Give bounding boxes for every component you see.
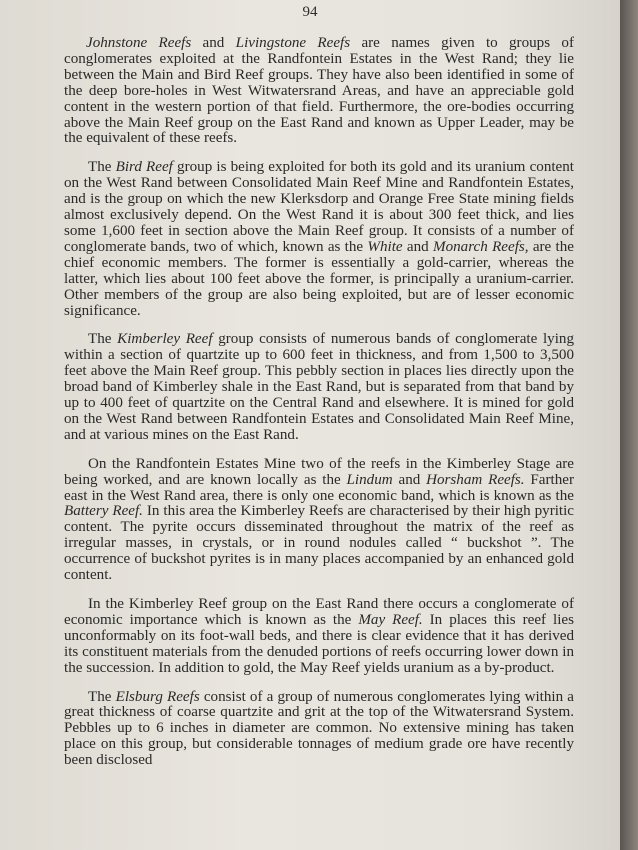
text-run: The — [88, 159, 116, 176]
text-run: In this area the Kimberley Reefs are characterised by their high pyritic content. The pyrite occurs disseminated throughout the matrix of the reef as irregular masses, in crystals, or in round nodules called “ buckshot ”. The occurrence of buckshot pyrites is in many places accompanied by an enhanced gold content. — [64, 503, 574, 584]
text-run: are names given to groups of conglomerates exploited at the Randfontein Estates in the West Rand; they lie between the Main and Bird Reef groups. They have also been identified in some of the deep bore-holes in West Witwatersrand Areas, and have an appreciable gold content in the western portion of that field. Furthermore, the ore-bodies occurring above the Main Reef group on the East Rand and known as Upper Leader, may be the equivalent of these reefs. — [64, 35, 574, 147]
paragraph — [64, 332, 574, 443]
page-number: 94 — [302, 4, 318, 20]
italic-term: Livingstone Reefs — [235, 35, 351, 51]
italic-term: Johnstone Reefs — [86, 35, 192, 51]
italic-term: Monarch Reefs, — [433, 238, 529, 255]
text-run: and — [191, 35, 236, 51]
paragraph — [64, 597, 574, 677]
paragraph — [64, 160, 574, 319]
paragraph — [64, 36, 574, 147]
text-run: and — [402, 238, 434, 255]
italic-term: Elsburg Reefs — [115, 688, 200, 705]
text-run: and — [392, 471, 427, 488]
text-run: On the Randfontein Estates Mine two of the reefs in the Kimberley Stage are being worked, and are known locally as the — [64, 455, 574, 488]
italic-term: Bird Reef — [115, 159, 173, 176]
text-run: In places this reef lies unconformably on its foot-wall beds, and there is clear evidence that it has derived its constituent materials from the denuded portions of reefs occurring lower down in the succession. In addition to gold, the May Reef yields uranium as a by-product. — [64, 611, 574, 676]
paragraph — [64, 690, 574, 770]
body-text — [64, 36, 574, 769]
page-edge — [620, 0, 638, 850]
text-run: Farther east in the West Rand area, there is only one economic band, which is known as the — [64, 471, 574, 504]
text-run: are the chief economic members. The former is essentially a gold-carrier, whereas the latter, which lies about 100 feet above the former, is principally a uranium-carrier. Other members of the group are also being exploited, but are of lesser economic significance. — [64, 238, 574, 319]
italic-term: Kimberley Reef — [117, 331, 213, 348]
text-run: The — [88, 331, 118, 348]
paragraph — [64, 457, 574, 584]
italic-term: Battery Reef. — [64, 503, 143, 520]
italic-term: White — [367, 238, 403, 255]
text-run: group is being exploited for both its gold and its uranium content on the West Rand between Consolidated Main Reef Mine and Randfontein Estates, and is the group on which the new Klerksdorp and Orange Free State mining fields almost exclusively depend. On the West Rand it is about 300 feet thick, and lies some 1,600 feet in section above the Main Reef group. It consists of a number of conglomerate bands, two of which, known as the — [64, 159, 575, 255]
text-run: group consists of numerous bands of conglomerate lying within a section of quartzite up to 600 feet in thickness, and from 1,500 to 3,500 feet above the Main Reef group. This pebbly section in places lies directly upon the broad band of Kimberley shale in the East Rand, but is separated from that band by up to 400 feet of quartzite on the Central Rand and elsewhere. It is mined for gold on the West Rand between Randfontein Estates and Consolidated Main Reef Mine, and at various mines on the East Rand. — [64, 331, 575, 443]
text-run: In the Kimberley Reef group on the East Rand there occurs a conglomerate of economic importance which is known as the — [64, 596, 574, 628]
text-run: consist of a group of numerous conglomerates lying within a great thickness of coarse quartzite and grit at the top of the Witwatersrand System. Pebbles up to 6 inches in diameter are common. No extensive mining has taken place on this group, but considerable tonnages of medium grade ore have recently been disclosed — [64, 688, 574, 769]
italic-term: May Reef. — [358, 611, 423, 628]
italic-term: Horsham Reefs. — [426, 471, 525, 488]
italic-term: Lindum — [346, 471, 393, 488]
text-run: The — [88, 688, 116, 705]
